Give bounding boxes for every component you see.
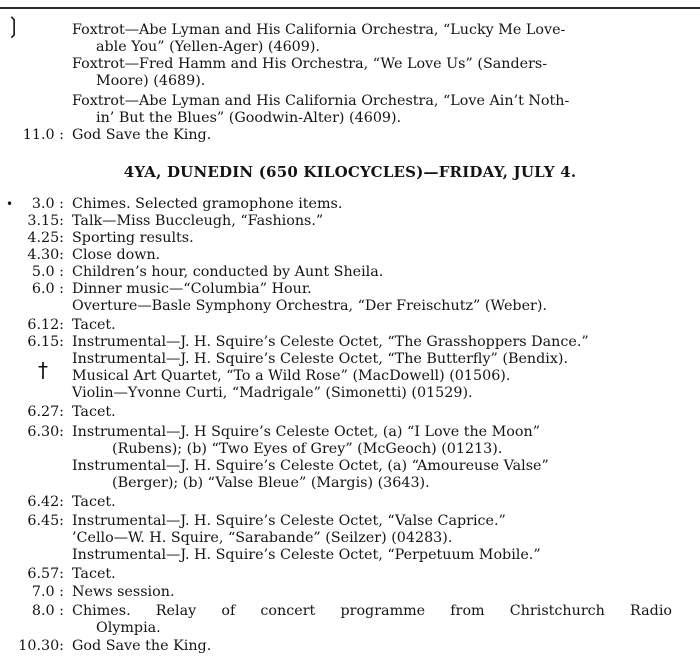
time-label: 6.15:	[27, 334, 64, 350]
item-text: Instrumental—J. H. Squire’s Celeste Octet, “The Butterfly” (Bendix).	[72, 351, 569, 367]
item-text: Instrumental—J. H Squire’s Celeste Octet, (a) “I Love the Moon”	[72, 424, 541, 440]
item-text: Tacet.	[72, 404, 116, 420]
item-text: Overture—Basle Symphony Orchestra, “Der Freischutz” (Weber).	[72, 298, 547, 314]
item-text: Sporting results.	[72, 230, 194, 246]
entry-text: Foxtrot—Fred Hamm and His Orchestra, “We Love Us” (Sanders-	[72, 56, 548, 72]
time-label: 6.57:	[27, 566, 64, 582]
ink-dot: •	[6, 197, 14, 211]
item-text: Chimes. Selected gramophone items.	[72, 196, 343, 212]
ink-mark-top: ❳	[4, 14, 23, 39]
time-label: 6.42:	[27, 494, 64, 510]
item-text: Instrumental—J. H. Squire’s Celeste Octet, “The Grasshoppers Dance.”	[72, 334, 589, 350]
time-label: 6.45:	[27, 513, 64, 529]
entry-text: God Save the King.	[72, 127, 212, 143]
item-text: Instrumental—J. H. Squire’s Celeste Octet, “Valse Caprice.”	[72, 513, 506, 529]
item-text: Tacet.	[72, 317, 116, 333]
item-text: Violin—Yvonne Curti, “Madrigale” (Simonetti) (01529).	[72, 385, 473, 401]
item-text: Talk—Miss Buccleugh, “Fashions.”	[72, 213, 324, 229]
time-label: 4.30:	[27, 247, 64, 263]
time-label: 5.0 :	[31, 264, 64, 280]
item-text: God Save the King.	[72, 638, 212, 654]
top-rule	[0, 7, 700, 9]
entry-text: in’ But the Blues” (Goodwin-Alter) (4609).	[96, 110, 402, 126]
time-label: 4.25:	[27, 230, 64, 246]
entry-text: Foxtrot—Abe Lyman and His California Orchestra, “Love Ain’t Noth-	[72, 93, 570, 109]
time-label: 6.12:	[27, 317, 64, 333]
time-label: 6.27:	[27, 404, 64, 420]
item-text: Olympia.	[96, 620, 161, 636]
time-label: 10.30:	[18, 638, 64, 654]
entry-text: Moore) (4689).	[96, 73, 206, 89]
ink-mark-side: †	[38, 358, 48, 382]
item-text: Close down.	[72, 247, 161, 263]
item-text: (Rubens); (b) “Two Eyes of Grey” (McGeoch) (01213).	[112, 441, 503, 457]
time-label: 6.30:	[27, 424, 64, 440]
item-text: (Berger); (b) “Valse Bleue” (Margis) (3643).	[112, 475, 430, 491]
item-text: News session.	[72, 584, 175, 600]
time-label: 11.0 :	[22, 127, 64, 143]
time-label: 6.0 :	[31, 281, 64, 297]
time-label: 3.0 :	[31, 196, 64, 212]
item-text: Instrumental—J. H. Squire’s Celeste Octet, (a) “Amoureuse Valse”	[72, 458, 549, 474]
item-text: Chimes. Relay of concert programme from Christchurch Radio	[72, 603, 672, 619]
time-label: 7.0 :	[31, 584, 64, 600]
station-heading: 4YA, DUNEDIN (650 KILOCYCLES)—FRIDAY, JULY 4.	[123, 163, 577, 181]
item-text: ’Cello—W. H. Squire, “Sarabande” (Seilzer) (04283).	[72, 530, 453, 546]
item-text: Musical Art Quartet, “To a Wild Rose” (MacDowell) (01506).	[72, 368, 511, 384]
time-label: 3.15:	[27, 213, 64, 229]
item-text: Instrumental—J. H. Squire’s Celeste Octet, “Perpetuum Mobile.”	[72, 547, 541, 563]
item-text: Tacet.	[72, 566, 116, 582]
item-text: Dinner music—“Columbia” Hour.	[72, 281, 312, 297]
time-label: 8.0 :	[31, 603, 64, 619]
item-text: Children’s hour, conducted by Aunt Sheila.	[72, 264, 384, 280]
entry-text: Foxtrot—Abe Lyman and His California Orchestra, “Lucky Me Love-	[72, 22, 566, 38]
entry-text: able You” (Yellen-Ager) (4609).	[96, 39, 320, 55]
item-text: Tacet.	[72, 494, 116, 510]
